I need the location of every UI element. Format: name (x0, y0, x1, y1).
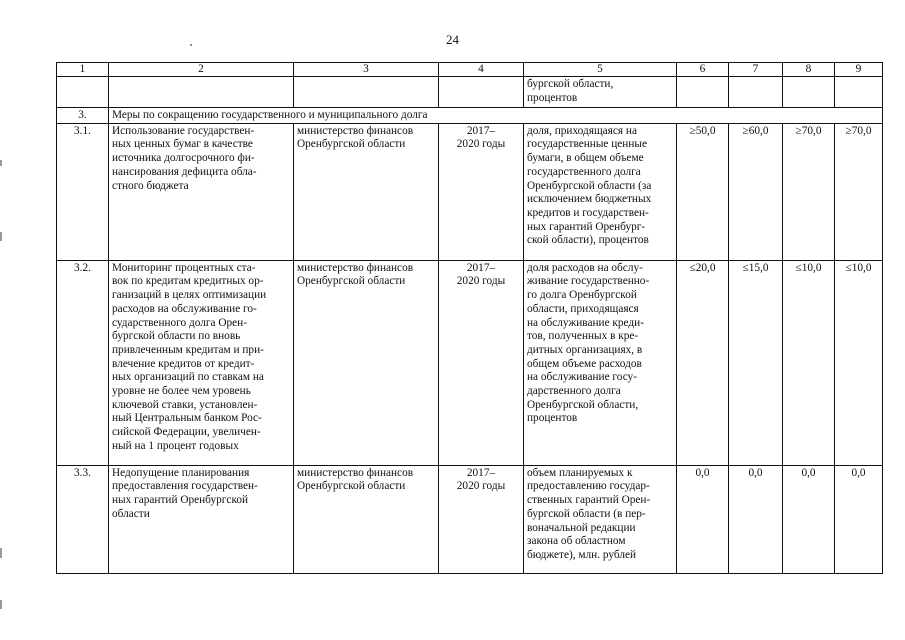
measure-cell (109, 77, 294, 108)
value-2019-cell: 0,0 (783, 465, 835, 573)
executor-cell: министерство финансов Оренбургской области (294, 465, 439, 573)
measures-table (56, 62, 883, 574)
value-2020-cell: ≤10,0 (835, 260, 883, 465)
measure-cell: Недопущение планирования предоставления государствен- ных гарантий Оренбургской области (109, 465, 294, 573)
indicator-cell: бургской области, процентов (524, 77, 677, 108)
column-number: 5 (524, 63, 677, 77)
column-number: 3 (294, 63, 439, 77)
indicator-cell: объем планируемых к предоставлению государ- ственных гарантий Орен- бургской области (в пер- воначальной редакции закона об областном бюджете), млн. рублей (524, 465, 677, 573)
measure-cell: Использование государствен- ных ценных бумаг в качестве источника долгосрочного фи- нансирования дефицита обла- стного бюджета (109, 123, 294, 260)
column-number: 4 (439, 63, 524, 77)
row-number-cell (57, 77, 109, 108)
scan-margin-mark (0, 232, 2, 241)
value-2019-cell: ≤10,0 (783, 260, 835, 465)
column-number: 1 (57, 63, 109, 77)
executor-cell (294, 77, 439, 108)
scan-margin-mark (0, 160, 2, 166)
section-title: Меры по сокращению государственного и муниципального долга (109, 108, 883, 124)
value-2019-cell: ≥70,0 (783, 123, 835, 260)
row-number-cell: 3.1. (57, 123, 109, 260)
value-2017-cell: 0,0 (677, 465, 729, 573)
value-2017-cell (677, 77, 729, 108)
page-number: 24 (446, 32, 459, 47)
section-row (57, 108, 883, 124)
value-2018-cell (729, 77, 783, 108)
value-2018-cell: ≥60,0 (729, 123, 783, 260)
period-cell: 2017– 2020 годы (439, 465, 524, 573)
column-number: 8 (783, 63, 835, 77)
period-cell: 2017– 2020 годы (439, 260, 524, 465)
value-2018-cell: ≤15,0 (729, 260, 783, 465)
scan-speck (190, 44, 192, 46)
column-number: 7 (729, 63, 783, 77)
table-row-continuation (57, 77, 883, 108)
table-row-3-2 (57, 260, 883, 465)
value-2017-cell: ≤20,0 (677, 260, 729, 465)
column-number: 9 (835, 63, 883, 77)
executor-cell: министерство финансов Оренбургской области (294, 123, 439, 260)
indicator-cell: доля, приходящаяся на государственные ценные бумаги, в общем объеме государственного долга Оренбургской области (за исключением бюджетных кредитов и государствен- ных гарантий Оренбург- ской области), процентов (524, 123, 677, 260)
value-2020-cell: 0,0 (835, 465, 883, 573)
scan-margin-mark (0, 600, 2, 609)
table-row-3-1 (57, 123, 883, 260)
measure-cell: Мониторинг процентных ста- вок по кредитам кредитных ор- ганизаций в целях оптимизации расходов на обслуживание го- сударственного долга Орен- бургской области по вновь привлеченным кредитам и при- влечение кредитов от кредит- ных организаций по ставкам на уровне не более чем уровень ключевой ставки, установлен- ный Центральным банком Рос- сийской Федерации, увеличен- ный на 1 процент годовых (109, 260, 294, 465)
column-number: 2 (109, 63, 294, 77)
row-number-cell: 3.2. (57, 260, 109, 465)
period-cell (439, 77, 524, 108)
value-2020-cell (835, 77, 883, 108)
section-number: 3. (57, 108, 109, 124)
value-2020-cell: ≥70,0 (835, 123, 883, 260)
column-number: 6 (677, 63, 729, 77)
indicator-cell: доля расходов на обслу- живание государственно- го долга Оренбургской области, приходящаяся на обслуживание креди- тов, полученных в кре- дитных организациях, в общем объеме расходов на обслуживание госу- дарственного долга Оренбургской области, процентов (524, 260, 677, 465)
value-2017-cell: ≥50,0 (677, 123, 729, 260)
table-row-3-3 (57, 465, 883, 573)
scan-margin-mark (0, 548, 2, 558)
column-number-row (57, 63, 883, 77)
row-number-cell: 3.3. (57, 465, 109, 573)
value-2018-cell: 0,0 (729, 465, 783, 573)
executor-cell: министерство финансов Оренбургской области (294, 260, 439, 465)
value-2019-cell (783, 77, 835, 108)
period-cell: 2017– 2020 годы (439, 123, 524, 260)
